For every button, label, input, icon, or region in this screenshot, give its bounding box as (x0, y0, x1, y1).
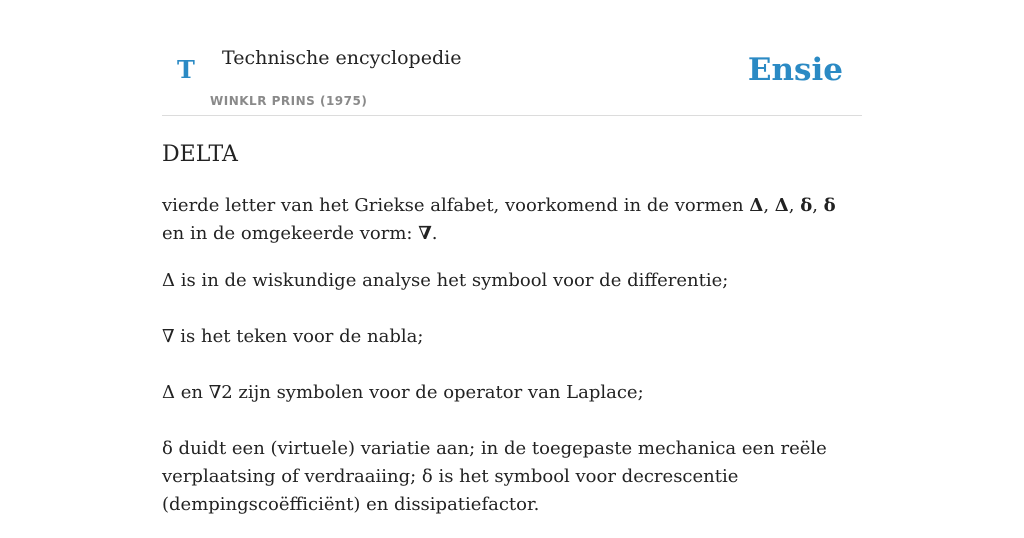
page (162, 0, 862, 515)
encyclopedia-logo[interactable]: T (177, 55, 195, 84)
separator: , (788, 195, 801, 216)
article-body (162, 192, 862, 538)
separator: , (812, 195, 824, 216)
source-label: WINKLR PRINS (1975) (210, 94, 368, 108)
letter-form-3: δ (800, 195, 813, 216)
paragraph-nabla: ∇ is het teken voor de nabla; (162, 326, 424, 347)
letter-form-4: δ (823, 195, 836, 216)
intro-paragraph (162, 192, 862, 248)
paragraph-variation: δ duidt een (virtuele) variatie aan; in de toegepaste mechanica een reële verplaatsing of verdraaiing; δ is het symbool voor decrescentie (dempingscoëfficiënt) en dissipatiefactor. (162, 438, 827, 515)
paragraph-difference: Δ is in de wiskundige analyse het symbool voor de differentie; (162, 270, 729, 291)
encyclopedia-title-link[interactable]: Technische encyclopedie (222, 47, 462, 69)
separator: , (763, 195, 775, 216)
paragraph-laplace: Δ en ∇2 zijn symbolen voor de operator van Laplace; (162, 382, 644, 403)
ensie-brand-link[interactable]: Ensie (747, 52, 843, 88)
intro-text: vierde letter van het Griekse alfabet, voorkomend in de vormen (162, 195, 750, 216)
header (162, 0, 862, 116)
letter-form-1: Δ (749, 195, 764, 216)
intro-text-after: en in de omgekeerde vorm: (162, 223, 419, 244)
letter-form-2: Δ (774, 195, 789, 216)
article-title: DELTA (162, 142, 238, 167)
intro-end: . (431, 223, 438, 244)
inverted-form: ∇ (418, 223, 432, 244)
